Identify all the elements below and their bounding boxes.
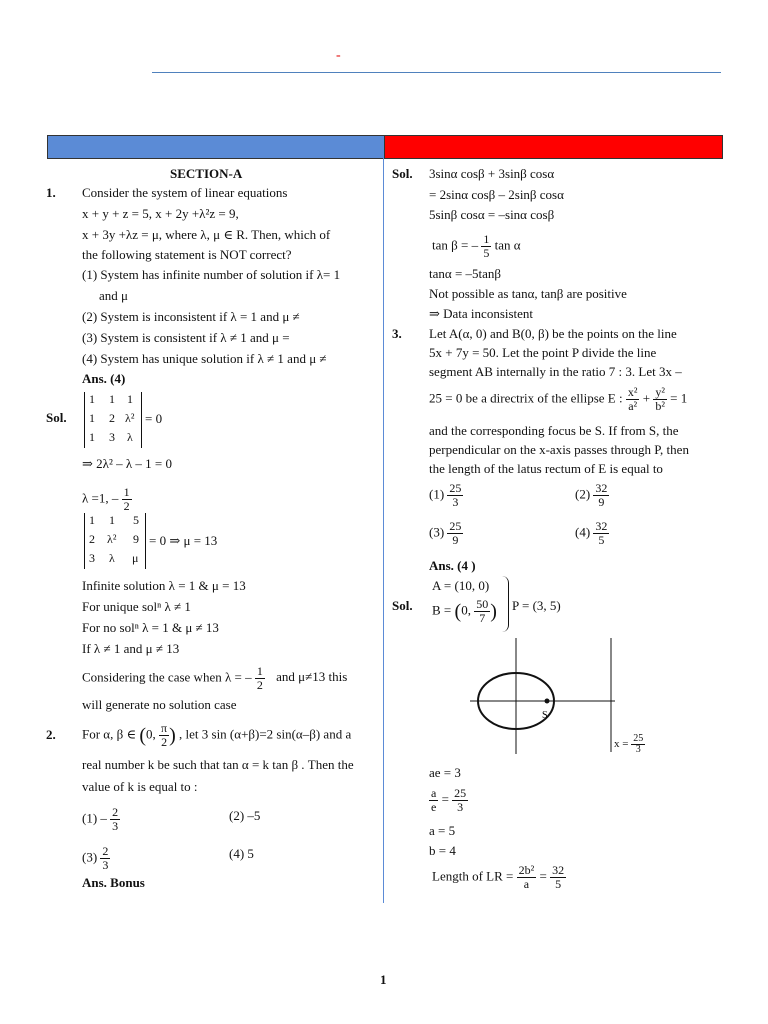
frac-num: 2 — [112, 805, 119, 819]
q2-option1 — [82, 806, 120, 833]
sol-unique: For unique solⁿ λ ≠ 1 — [82, 599, 191, 614]
sol-line5: tanα = –5tanβ — [429, 266, 502, 281]
frac-num: 25 — [633, 733, 644, 744]
eq-a-over-e — [429, 787, 468, 814]
lambda-values — [82, 486, 132, 513]
q3-answer: Ans. (4 ) — [429, 558, 476, 573]
fraction — [626, 386, 640, 413]
frac-num: 25 — [449, 481, 462, 495]
determinant-2 — [84, 513, 146, 569]
det2-rhs: = 0 ⇒ μ = 13 — [149, 533, 218, 548]
column-divider — [383, 158, 384, 903]
det1-cell: 1 — [127, 392, 133, 406]
q2-line1-text: For α, β ∈ — [82, 726, 137, 742]
eq-latus-rectum — [432, 864, 566, 891]
frac-num: 25 — [449, 519, 462, 533]
frac-den: a² — [628, 399, 638, 413]
right-brace — [502, 576, 509, 632]
frac-num: a — [431, 786, 437, 800]
frac-den: 3 — [635, 744, 641, 755]
det2-cell: 2 — [89, 532, 95, 546]
option-label: (1) — [429, 486, 445, 502]
q1-option4: (4) System has unique solution if λ ≠ 1 and μ ≠ — [82, 351, 327, 366]
equals-sign: = — [441, 791, 449, 807]
sol-line3: 5sinβ cosα = –sinα cosβ — [429, 207, 555, 222]
considering-text-2: and μ≠13 this — [276, 669, 348, 685]
fraction — [447, 482, 463, 509]
q1-line3: x + 3y +λz = μ, where λ, μ ∈ R. Then, which of — [82, 227, 331, 242]
q1-number: 1. — [46, 185, 56, 200]
det2-cell: μ — [132, 551, 139, 565]
frac-den: 2 — [123, 499, 130, 513]
plus-sign: + — [642, 390, 651, 406]
q3-sol-label: Sol. — [392, 598, 413, 613]
option-label: (1) – — [82, 810, 107, 826]
frac-den: 2 — [161, 735, 168, 749]
q2-option2: (2) –5 — [229, 808, 261, 823]
tan-beta-text: tan β = – — [432, 237, 479, 253]
sol-none: For no solⁿ λ = 1 & μ ≠ 13 — [82, 620, 219, 635]
fraction — [631, 734, 645, 755]
frac-den: 3 — [102, 858, 109, 872]
det2-cell: 9 — [133, 532, 139, 546]
sol-line7: ⇒ Data inconsistent — [429, 306, 534, 321]
fraction — [122, 486, 132, 513]
q3-number: 3. — [392, 326, 402, 341]
q2-answer: Ans. Bonus — [82, 875, 145, 890]
q2-option4: (4) 5 — [229, 846, 254, 861]
directrix-text: x = — [614, 738, 629, 751]
q1-answer: Ans. (4) — [82, 371, 126, 386]
frac-num: 25 — [454, 786, 467, 800]
eq-ae: ae = 3 — [429, 765, 461, 780]
frac-den: 3 — [457, 800, 464, 814]
point-a: A = (10, 0) — [432, 578, 490, 593]
fraction — [110, 806, 120, 833]
det1-cell: 3 — [109, 430, 115, 444]
frac-den: 5 — [598, 533, 605, 547]
q2-sol-label: Sol. — [392, 166, 413, 181]
sol-line1: 3sinα cosβ + 3sinβ cosα — [429, 166, 555, 181]
sol-if: If λ ≠ 1 and μ ≠ 13 — [82, 641, 180, 656]
frac-den: 5 — [483, 246, 490, 260]
frac-den: a — [523, 877, 530, 891]
q3-line1: Let A(α, 0) and B(0, β) be the points on the line — [429, 326, 677, 341]
det2-cell: λ — [109, 551, 115, 565]
frac-num: y² — [655, 385, 665, 399]
det2-cell: 3 — [89, 551, 95, 565]
header-dash: - — [336, 48, 341, 63]
focus-label: S — [542, 710, 548, 721]
fraction — [452, 787, 468, 814]
q2-option3 — [82, 845, 110, 872]
sol-considering — [82, 665, 347, 692]
q3-line4-text-2: = 1 — [670, 390, 688, 406]
frac-num: 1 — [123, 485, 130, 499]
lambda-values-text: λ =1, – — [82, 490, 119, 506]
option-label: (3) — [429, 524, 445, 540]
fraction — [517, 864, 537, 891]
frac-num: x² — [627, 385, 638, 399]
fraction — [429, 787, 438, 814]
q1-option3: (3) System is consistent if λ ≠ 1 and μ = — [82, 330, 290, 345]
red-header-bar — [384, 135, 723, 159]
q3-option3 — [429, 520, 463, 547]
frac-num: 1 — [256, 664, 263, 678]
det1-cell: λ² — [125, 411, 135, 425]
q3-line4-text: 25 = 0 be a directrix of the ellipse E : — [429, 390, 623, 406]
point-p: P = (3, 5) — [512, 598, 561, 613]
ellipse-figure — [468, 638, 628, 756]
frac-num: 32 — [552, 863, 565, 877]
frac-num: 32 — [595, 481, 608, 495]
lr-text: Length of LR = — [432, 868, 514, 884]
fraction — [593, 482, 609, 509]
frac-den: 9 — [598, 495, 605, 509]
det1-cell: 1 — [89, 392, 95, 406]
frac-den: 3 — [112, 819, 119, 833]
interval-start: 0, — [146, 726, 156, 742]
q2-line2: real number k be such that tan α = k tan β . Then the — [82, 757, 354, 772]
q3-line3: segment AB internally in the ratio 7 : 3. Let 3x – — [429, 364, 682, 379]
det2-cell: 1 — [109, 513, 115, 527]
sol-line2: = 2sinα cosβ – 2sinβ cosα — [429, 187, 564, 202]
frac-den: e — [431, 800, 437, 814]
q1-line2: x + y + z = 5, x + 2y +λ²z = 9, — [82, 206, 239, 221]
frac-num: 50 — [476, 597, 489, 611]
det1-rhs: = 0 — [145, 411, 163, 426]
frac-num: π — [161, 721, 168, 735]
det1-cell: 1 — [89, 411, 95, 425]
frac-den: 3 — [452, 495, 459, 509]
q3-line6: perpendicular on the x-axis passes through P, then — [429, 442, 689, 457]
frac-num: 32 — [595, 519, 608, 533]
det1-cell: 2 — [109, 411, 115, 425]
sol-tan-beta — [432, 233, 521, 260]
frac-den: 2 — [256, 678, 263, 692]
det1-cell: 1 — [109, 392, 115, 406]
det2-cell: 5 — [133, 513, 139, 527]
point-b: B = (0, $\frac{50}{7}$ ) — [432, 597, 497, 625]
frac-den: 5 — [555, 877, 562, 891]
q1-line1: Consider the system of linear equations — [82, 185, 288, 200]
tan-beta-text-2: tan α — [494, 237, 521, 253]
frac-num: 2 — [102, 844, 109, 858]
blue-header-bar — [47, 135, 385, 159]
equals-sign: = — [539, 868, 547, 884]
determinant-1 — [84, 392, 142, 448]
fraction — [593, 520, 609, 547]
eq-b: b = 4 — [429, 843, 456, 858]
frac-den: 7 — [479, 611, 486, 625]
q3-option1 — [429, 482, 463, 509]
q2-line1: For α, β ∈ (0, $\frac{\pi}{2}$ ) , let 3 sin (α+β)=2 sin(α–β) and a — [82, 721, 352, 749]
sol-no-solution: will generate no solution case — [82, 697, 237, 712]
focus-point — [545, 699, 550, 704]
fraction — [550, 864, 566, 891]
det2-cell: 1 — [89, 513, 95, 527]
q1-option1a: (1) System has infinite number of solution if λ= 1 — [82, 267, 341, 282]
q1-option1b: and μ — [99, 288, 128, 303]
option-label: (2) — [575, 486, 591, 502]
frac-den: b² — [655, 399, 665, 413]
fraction — [447, 520, 463, 547]
sol-infinite: Infinite solution λ = 1 & μ = 13 — [82, 578, 246, 593]
fraction — [474, 598, 490, 625]
fraction — [100, 845, 110, 872]
frac-num: 1 — [483, 232, 490, 246]
directrix-label — [614, 734, 645, 755]
eq-a: a = 5 — [429, 823, 456, 838]
quadratic-eq: ⇒ 2λ² – λ – 1 = 0 — [82, 456, 172, 471]
q3-line2: 5x + 7y = 50. Let the point P divide the line — [429, 345, 657, 360]
option-label: (4) — [575, 524, 591, 540]
frac-den: 9 — [452, 533, 459, 547]
det2-cell: λ² — [107, 532, 117, 546]
frac-num: 2b² — [518, 863, 535, 877]
page-number: 1 — [380, 972, 387, 987]
q1-sol-label: Sol. — [46, 410, 67, 425]
considering-text: Considering the case when λ = – — [82, 669, 252, 685]
det1-cell: λ — [127, 430, 133, 444]
q3-line4 — [429, 386, 687, 413]
q2-number: 2. — [46, 727, 56, 742]
header-rule — [152, 72, 721, 73]
fraction — [653, 386, 667, 413]
q1-option2: (2) System is inconsistent if λ = 1 and μ ≠ — [82, 309, 300, 324]
q3-option4 — [575, 520, 609, 547]
q3-line5: and the corresponding focus be S. If from S, the — [429, 423, 679, 438]
sol-line6: Not possible as tanα, tanβ are positive — [429, 286, 627, 301]
fraction — [481, 233, 491, 260]
option-label: (3) — [82, 849, 98, 865]
section-title: SECTION-A — [170, 166, 243, 181]
q1-line4: the following statement is NOT correct? — [82, 247, 292, 262]
fraction — [255, 665, 265, 692]
point-b-text: B = — [432, 602, 452, 618]
q2-line3: value of k is equal to : — [82, 779, 198, 794]
q3-option2 — [575, 482, 609, 509]
point-b-start: 0, — [461, 602, 471, 618]
q2-line1-text-2: , let 3 sin (α+β)=2 sin(α–β) and a — [179, 726, 352, 742]
fraction — [159, 722, 169, 749]
det1-cell: 1 — [89, 430, 95, 444]
q3-line7: the length of the latus rectum of E is equal to — [429, 461, 663, 476]
